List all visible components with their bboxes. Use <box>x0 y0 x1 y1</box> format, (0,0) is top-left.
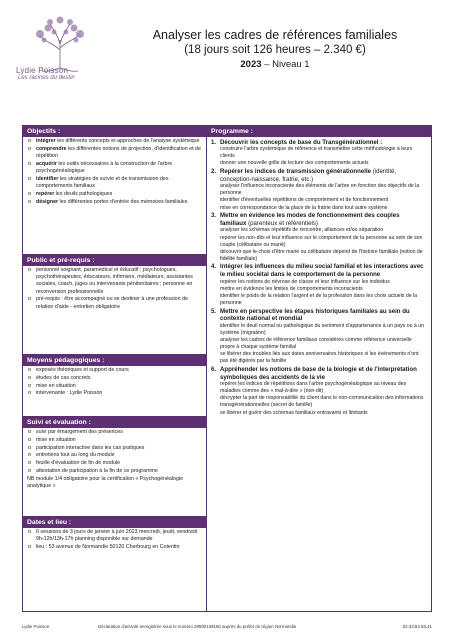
list-item: o participation interactive dans les cas pratiques <box>27 445 202 452</box>
list-item: o suivi par émargement des présences <box>27 429 202 436</box>
programme-column <box>207 126 431 611</box>
list-item: o acquérir les outils nécessaires à la construction de l'arbre psychogénéalogique <box>27 161 202 175</box>
list-item: o exposés théoriques et support de cours <box>27 367 202 374</box>
programme-line: identifier d'éventuelles répétitions de comportement et de fonctionnement <box>220 197 389 204</box>
programme-step-title <box>211 308 427 323</box>
programme-step-title <box>211 139 427 147</box>
step-number: 3. <box>211 212 217 220</box>
list-item: o études de cas concrets <box>27 375 202 382</box>
programme-table <box>22 125 432 612</box>
logo-name: Lydie Poisson <box>16 66 69 75</box>
programme-list <box>207 137 431 417</box>
programme-step-title <box>211 212 427 227</box>
step-title-extra: (identité, conception-naissance, fratrie, etc.) <box>220 168 397 183</box>
step-number: 4. <box>211 263 217 271</box>
year: 2023 <box>240 59 262 70</box>
programme-line: analyser les cadres de référence familiaux considérés comme référence universelle propre à chaque système familial <box>220 337 412 351</box>
moyens-section <box>23 354 206 416</box>
list-item: o feuille d'évaluation de fin de module <box>27 460 202 467</box>
list-item: o intervenante : Lydie Poisson <box>27 390 202 397</box>
programme-line: analyser l'influence inconsciente des éléments de l'arbre en fonction des objectifs de la personne <box>220 183 420 197</box>
section-heading: Moyens pédagogiques : <box>23 355 206 366</box>
logo-subtitle: Les racines du destin <box>18 75 75 81</box>
programme-line: repérer les indices de répétitions dans l'arbre psychogénéalogique au niveau des maladies comme des « mal-à-dire » (non-dit) <box>220 381 407 395</box>
list-item: o lieu : 53 avenue de Normandie 50120 Cherbourg en Cotentin <box>27 544 202 551</box>
list-item: o mise en situation <box>27 383 202 390</box>
step-title: Appréhender les notions de base de la biologie et de l'interprétation symboliques des accidents de la vie <box>220 365 417 381</box>
page-title: Analyser les cadres de références familiales <box>152 28 398 42</box>
programme-step-title <box>211 168 427 183</box>
programme-line: se libérer des troubles liés aux dates anniversaires historiques si les événements n'ont pas été digérés par la famille <box>220 351 419 365</box>
programme-line: identifier le poids de la relation l'argent et de la profession dans les choix actuels de la personne <box>220 292 418 306</box>
public-section <box>23 254 206 354</box>
dates-section <box>23 516 206 611</box>
page-subtitle: (18 jours soit 126 heures – 2.340 €) <box>184 44 366 56</box>
step-number: 5. <box>211 307 217 315</box>
footer <box>22 624 432 632</box>
list-item: o intégrer les différents concepts et approches de l'analyse systémique <box>27 138 202 145</box>
step-title: Mettre en évidence les modes de fonctionnement des couples familiaux <box>220 212 400 227</box>
programme-step-title <box>211 263 427 278</box>
list-item: o désigner les différentes portes d'entrée des mémoires familiales <box>27 199 202 206</box>
document-header <box>112 28 438 72</box>
step-title: Intégrer les influences du milieu social familial et les interactions avec le milieu sociétal dans le comportement de la personne <box>220 263 424 279</box>
certification-note: NB module 1/4 obligatoire pour la certification « Psychogénéalogie analytique » <box>27 475 184 489</box>
suivi-section <box>23 416 206 516</box>
footer-phone: 02.33.54.56.41 <box>402 624 432 629</box>
step-number: 2. <box>211 168 217 176</box>
programme-line: découvrir que le choix d'être marié ou célibataire dépend de l'histoire familiale (notion de fidélité familiale) <box>220 248 423 262</box>
step-number: 1. <box>211 138 217 146</box>
list-item: o repérer les deuils pathologiques <box>27 191 202 198</box>
year-level <box>112 58 438 72</box>
programme-line: décrypter la part de responsabilité du client dans le non-communication des informations transgénérationnelles (secret de famille) <box>220 395 424 409</box>
level: – Niveau 1 <box>261 59 310 70</box>
left-column <box>23 126 207 611</box>
programme-line: mettre en évidence les limites de comportements inconscients <box>220 285 363 292</box>
step-title-extra: (parenteux et référentiels) <box>246 219 318 227</box>
section-heading: Public et pré-requis : <box>23 255 206 266</box>
list-item: o attestation de participation à la fin de ce programme <box>27 468 202 475</box>
footer-declaration: Déclaration d'activité enregistrée sous le numéro 28500138150 auprès du préfet de région Normandie <box>98 624 297 629</box>
step-title: Mettre en perspective les étapes historiques familiales au sein du contexte national et mondial <box>220 307 410 323</box>
step-number: 6. <box>211 365 217 373</box>
programme-line: donner une nouvelle grille de lecture des comportements actuels <box>220 160 369 167</box>
programme-line: analyser les schémas répétitifs de rencontre, alliances et/ou séparation <box>220 227 384 234</box>
programme-line: construire l'arbre systémique de référence et transmettre cette méthodologie à leurs clients <box>220 146 413 160</box>
step-title: Découvrir les concepts de base du Transgénérationnel : <box>220 138 383 146</box>
list-item: o mise en situation <box>27 437 202 444</box>
list-item: o identifier les stratégies de survie et de transmission des comportements familiaux <box>27 176 202 190</box>
section-heading: Objectifs : <box>23 126 206 137</box>
programme-line: identifier le deuil normal ou pathologique du sentiment d'appartenance à un pays ou à un système (migration) <box>220 322 425 336</box>
programme-line: repérer les non-dits et leur influence sur le comportement de la personne au sein de son couple (célibataire ou marié) <box>220 234 423 248</box>
programme-line: se libérer et guérir des schémas familiaux entravants et limitants <box>220 409 368 416</box>
programme-line: mise en correspondance de la place de la fratrie dans tout autre système <box>220 204 388 211</box>
section-heading: Suivi et évaluation : <box>23 417 206 428</box>
objectifs-section <box>23 126 206 254</box>
section-heading: Dates et lieu : <box>23 517 206 528</box>
list-item: o entretiens tout au long du module <box>27 452 202 459</box>
footer-name: Lydie Poisson <box>22 624 50 629</box>
list-item: o pré-requis : être accompagné ou se destiner à une profession de relation d'aide - entretien obligatoire <box>27 296 202 310</box>
step-title: Repérer les indices de transmission générationnelle <box>220 168 372 176</box>
programme-step-title <box>211 366 427 381</box>
section-heading: Programme : <box>207 126 431 137</box>
programme-line: repérer les notions de névrose de classe et leur influence sur les individus <box>220 278 390 285</box>
list-item: o comprendre les différentes notions de projection, d'identification et de répétition <box>27 146 202 160</box>
list-item: o personnel soignant, paramédical et éducatif ; psychologues, psychothérapeutes, éducateurs, infirmiers, médiateurs, assistantes sociales, coach, juges ou intervenants pénitentiaires ; personne en reconversion professionnelle <box>27 267 202 296</box>
list-item: o 6 sessions de 3 jours de janvier à juin 2023 mercredi, jeudi, vendredi 9h-12h/13h-17h planning disponible sur demande <box>27 529 202 543</box>
